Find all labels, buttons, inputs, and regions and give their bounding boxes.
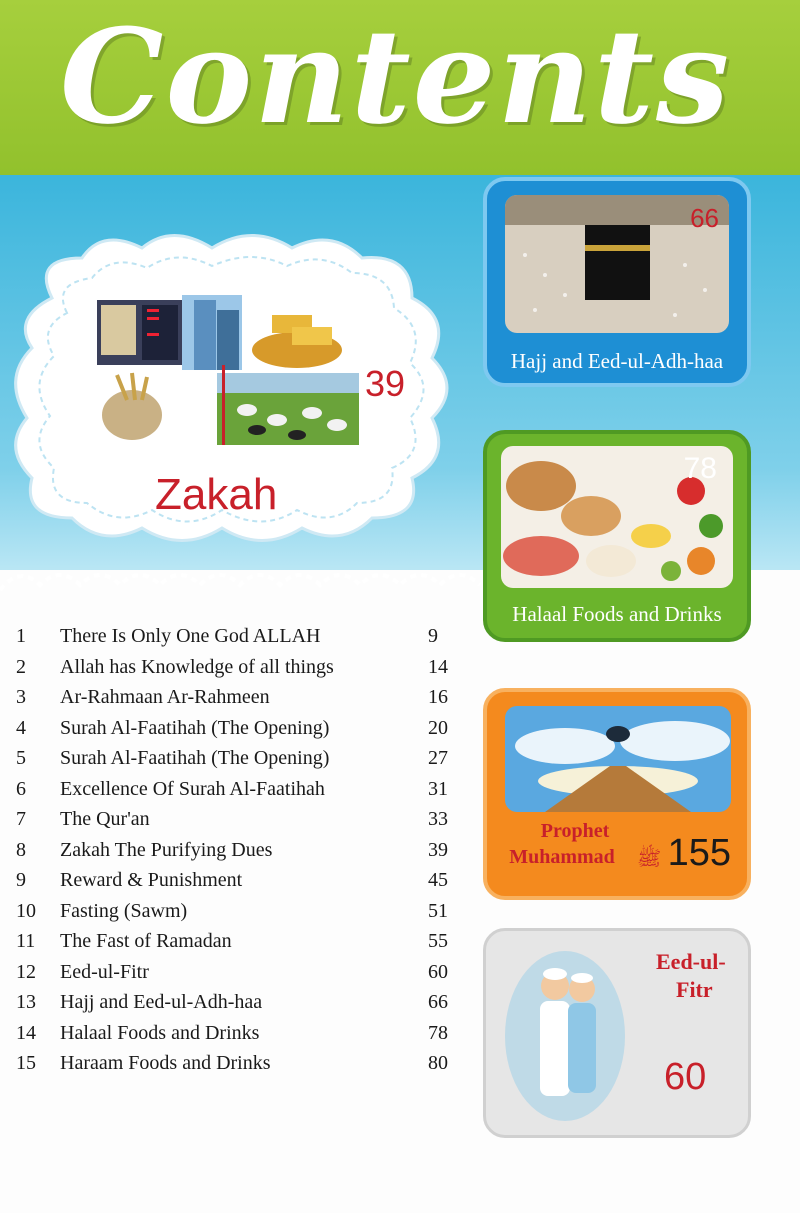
list-item[interactable]: 1 There Is Only One God ALLAH 9 [16, 625, 438, 647]
list-item[interactable]: 4 Surah Al-Faatihah (The Opening) 20 [16, 716, 448, 739]
list-item[interactable]: 9 Reward & Punishment 45 [16, 869, 448, 891]
prophet-label-line1: Prophet [540, 820, 610, 842]
contents-list [16, 625, 466, 1083]
list-item[interactable]: 14 Halaal Foods and Drinks 78 [16, 1021, 448, 1044]
card-prophet-muhammad[interactable] [483, 688, 751, 900]
list-item[interactable]: 8 Zakah The Purifying Dues 39 [16, 838, 448, 861]
bridge-sky-image [505, 706, 731, 812]
eed-embrace-illustration [500, 941, 630, 1126]
list-item[interactable]: 5 Surah Al-Faatihah (The Opening) 27 [16, 747, 448, 769]
halaal-page-number: 78 [683, 452, 717, 485]
list-item[interactable]: 12 Eed-ul-Fitr 60 [16, 960, 448, 983]
page-title: Contents [60, 0, 732, 153]
zakah-page-number: 39 [365, 363, 406, 404]
bridge-photo [505, 706, 731, 812]
list-item[interactable]: 10 Fasting (Sawm) 51 [16, 899, 448, 922]
eed-label-line1: Eed-ul- [656, 949, 726, 974]
card-eed-ul-fitr[interactable] [483, 928, 751, 1138]
list-item[interactable]: 13 Hajj and Eed-ul-Adh-haa 66 [16, 991, 448, 1013]
list-item[interactable]: 7 The Qur'an 33 [16, 808, 448, 830]
hajj-label: Hajj and Eed-ul-Adh-haa [510, 349, 724, 373]
zakah-photo-collage [97, 295, 359, 445]
halaal-label: Halaal Foods and Drinks [512, 602, 722, 626]
prophet-label-line2: Muhammad [509, 846, 615, 868]
list-item[interactable]: 15 Haraam Foods and Drinks 80 [16, 1052, 448, 1074]
list-item[interactable]: 3 Ar-Rahmaan Ar-Rahmeen 16 [16, 686, 448, 708]
hajj-page-number: 66 [690, 203, 719, 233]
prophet-honorific: ﷺ [637, 848, 662, 870]
card-hajj[interactable] [483, 177, 751, 387]
list-item[interactable]: 6 Excellence Of Surah Al-Faatihah 31 [16, 777, 448, 800]
eed-page-number: 60 [664, 1056, 707, 1098]
card-halaal-foods[interactable] [483, 430, 751, 642]
eed-label-line2: Fitr [676, 977, 713, 1002]
prophet-page-number: 155 [667, 832, 731, 874]
zakah-title: Zakah [155, 470, 278, 519]
list-item[interactable]: 2 Allah has Knowledge of all things 14 [16, 655, 448, 678]
list-item[interactable]: 11 The Fast of Ramadan 55 [16, 930, 448, 952]
